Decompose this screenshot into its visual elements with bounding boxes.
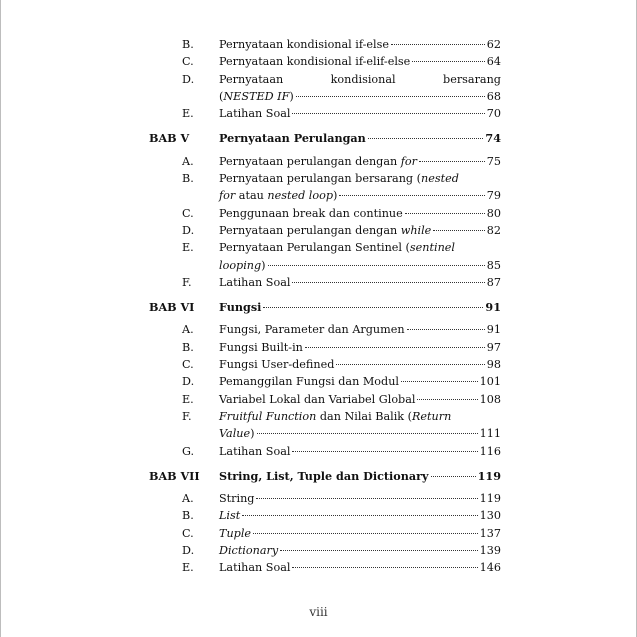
entry-letter: C. bbox=[182, 206, 194, 220]
entry-body bbox=[219, 542, 501, 559]
entry-text: for bbox=[400, 154, 417, 168]
entry-page-number: 91 bbox=[486, 323, 501, 337]
entry-letter: A. bbox=[182, 323, 194, 337]
entry-letter: D. bbox=[182, 544, 195, 558]
entry-title bbox=[219, 71, 501, 88]
entry-text: Fungsi Built-in bbox=[219, 340, 303, 354]
entry-body bbox=[219, 36, 501, 53]
entry-letter: E. bbox=[182, 392, 194, 406]
entry-body bbox=[219, 443, 501, 460]
entry-letter: A. bbox=[182, 492, 194, 506]
toc-entry-row[interactable] bbox=[149, 153, 501, 170]
entry-page-number: 64 bbox=[486, 55, 501, 69]
dot-leader bbox=[431, 476, 476, 477]
entry-text: ) bbox=[289, 89, 294, 103]
toc-entry-row[interactable] bbox=[149, 53, 501, 70]
toc-entry-row[interactable] bbox=[149, 71, 501, 88]
entry-body bbox=[219, 170, 501, 187]
entry-page-number: 98 bbox=[486, 358, 501, 372]
entry-text: Pemanggilan Fungsi dan Modul bbox=[219, 375, 399, 389]
entry-page-number: 146 bbox=[479, 561, 501, 575]
entry-title bbox=[219, 339, 303, 356]
entry-letter: E. bbox=[182, 241, 194, 255]
entry-text: for bbox=[219, 189, 236, 203]
entry-title bbox=[219, 222, 431, 239]
dot-leader bbox=[336, 364, 484, 365]
entry-body bbox=[219, 391, 501, 408]
entry-letter: C. bbox=[182, 526, 194, 540]
entry-body bbox=[219, 239, 501, 256]
toc-entry-row[interactable] bbox=[149, 88, 501, 105]
entry-text: List bbox=[219, 509, 241, 523]
entry-title bbox=[219, 88, 294, 105]
entry-body bbox=[219, 490, 501, 507]
entry-letter: B. bbox=[182, 172, 194, 186]
entry-title bbox=[219, 356, 334, 373]
dot-leader bbox=[256, 498, 477, 499]
chapter-title: String, List, Tuple dan Dictionary bbox=[219, 468, 429, 483]
entry-page-number: 97 bbox=[486, 340, 501, 354]
entry-page-number: 87 bbox=[486, 275, 501, 289]
entry-body bbox=[219, 356, 501, 373]
section-gap bbox=[149, 291, 501, 299]
entry-page-number: 130 bbox=[479, 509, 501, 523]
entry-text: Latihan Soal bbox=[219, 275, 291, 289]
entry-body bbox=[219, 105, 501, 122]
entry-title bbox=[219, 425, 255, 442]
entry-text: Pernyataan Perulangan Sentinel ( bbox=[219, 241, 410, 255]
entry-body bbox=[219, 373, 501, 390]
toc-entry-row[interactable] bbox=[149, 408, 501, 425]
toc-entry-row[interactable] bbox=[149, 36, 501, 53]
dot-leader bbox=[292, 113, 484, 114]
section-gap bbox=[149, 122, 501, 130]
toc-entry-row[interactable] bbox=[149, 542, 501, 559]
entry-page-number: 80 bbox=[486, 206, 501, 220]
entry-title bbox=[219, 205, 403, 222]
entry-page-number: 70 bbox=[486, 107, 501, 121]
entry-letter: A. bbox=[182, 154, 194, 168]
entry-body bbox=[219, 408, 501, 425]
entry-text: String bbox=[219, 492, 255, 506]
entry-text: Tuple bbox=[219, 526, 252, 540]
entry-text: Variabel Lokal dan Variabel Global bbox=[219, 392, 416, 406]
entry-body bbox=[219, 187, 501, 204]
entry-title bbox=[219, 53, 410, 70]
entry-letter: C. bbox=[182, 358, 194, 372]
toc-entry-row[interactable] bbox=[149, 559, 501, 576]
entry-text: while bbox=[400, 223, 432, 237]
entry-page-number: 137 bbox=[479, 526, 501, 540]
chapter-label: BAB V bbox=[149, 131, 190, 146]
entry-title bbox=[219, 542, 278, 559]
entry-body bbox=[219, 205, 501, 222]
chapter-title: Fungsi bbox=[219, 300, 262, 315]
entry-text: Pernyataan kondisional if-else bbox=[219, 38, 389, 51]
entry-text: Pernyataan perulangan bersarang ( bbox=[219, 172, 422, 186]
entry-page-number: 108 bbox=[479, 392, 501, 406]
chapter-entry bbox=[219, 468, 501, 485]
entry-text: Pernyataan kondisional if-elif-else bbox=[219, 55, 411, 69]
entry-letter: G. bbox=[182, 444, 195, 458]
entry-letter: C. bbox=[182, 55, 194, 69]
entry-title bbox=[219, 507, 240, 524]
entry-letter: B. bbox=[182, 509, 194, 523]
entry-page-number: 75 bbox=[486, 154, 501, 168]
dot-leader bbox=[339, 195, 484, 196]
toc-chapter-row[interactable] bbox=[149, 468, 501, 485]
entry-title bbox=[219, 274, 290, 291]
dot-leader bbox=[253, 533, 478, 534]
entry-text: dan Nilai Balik ( bbox=[316, 409, 412, 423]
entry-body bbox=[219, 321, 501, 338]
entry-text: Pernyataan perulangan dengan bbox=[219, 154, 401, 168]
entry-letter: D. bbox=[182, 375, 195, 389]
toc-entry-row[interactable] bbox=[149, 443, 501, 460]
entry-body bbox=[219, 257, 501, 274]
entry-text: Fungsi, Parameter dan Argumen bbox=[219, 323, 405, 337]
entry-word: kondisional bbox=[330, 72, 396, 86]
toc-entry-row[interactable] bbox=[149, 239, 501, 256]
entry-letter: E. bbox=[182, 107, 194, 121]
entry-title bbox=[219, 170, 459, 187]
entry-text: Fungsi User-defined bbox=[219, 358, 335, 372]
toc-entry-row[interactable] bbox=[149, 356, 501, 373]
entry-text: nested bbox=[421, 172, 459, 186]
entry-title bbox=[219, 443, 290, 460]
entry-letter: B. bbox=[182, 340, 194, 354]
entry-body bbox=[219, 53, 501, 70]
toc-entry-row[interactable] bbox=[149, 170, 501, 187]
entry-text: ) bbox=[261, 258, 266, 272]
entry-text: Value bbox=[219, 427, 251, 441]
entry-page-number: 111 bbox=[479, 427, 501, 441]
entry-title bbox=[219, 321, 405, 338]
entry-body bbox=[219, 88, 501, 105]
entry-body bbox=[219, 222, 501, 239]
entry-page-number: 116 bbox=[479, 444, 501, 458]
entry-text: Pernyataan perulangan dengan bbox=[219, 223, 401, 237]
section-gap bbox=[149, 460, 501, 468]
entry-page-number: 62 bbox=[486, 38, 501, 51]
entry-title bbox=[219, 391, 415, 408]
toc-entry-row[interactable] bbox=[149, 187, 501, 204]
dot-leader bbox=[263, 307, 483, 308]
entry-text: Return bbox=[411, 409, 452, 423]
entry-text: NESTED IF bbox=[223, 89, 290, 103]
dot-leader bbox=[417, 399, 477, 400]
dot-leader bbox=[412, 61, 484, 62]
entry-letter: D. bbox=[182, 72, 195, 86]
dot-leader bbox=[280, 550, 477, 551]
toc-chapter-row[interactable] bbox=[149, 299, 501, 316]
toc-entry-row[interactable] bbox=[149, 425, 501, 442]
entry-title bbox=[219, 559, 290, 576]
chapter-entry bbox=[219, 130, 501, 147]
toc-entry-row[interactable] bbox=[149, 321, 501, 338]
table-of-contents bbox=[149, 36, 501, 577]
entry-body bbox=[219, 153, 501, 170]
dot-leader bbox=[405, 213, 485, 214]
dot-leader bbox=[391, 44, 485, 45]
toc-entry-row[interactable] bbox=[149, 507, 501, 524]
entry-text: Latihan Soal bbox=[219, 107, 291, 121]
entry-page-number: 101 bbox=[479, 375, 501, 389]
entry-text: ) bbox=[333, 189, 338, 203]
dot-leader bbox=[257, 433, 478, 434]
entry-title bbox=[219, 153, 417, 170]
entry-body bbox=[219, 525, 501, 542]
dot-leader bbox=[368, 138, 484, 139]
chapter-title: Pernyataan Perulangan bbox=[219, 131, 366, 146]
toc-entry-row[interactable] bbox=[149, 339, 501, 356]
dot-leader bbox=[407, 329, 485, 330]
entry-page-number: 119 bbox=[479, 492, 501, 506]
entry-text: Penggunaan break dan continue bbox=[219, 206, 403, 220]
dot-leader bbox=[433, 230, 484, 231]
entry-text: Latihan Soal bbox=[219, 561, 291, 575]
chapter-entry bbox=[219, 299, 501, 316]
entry-title bbox=[219, 373, 399, 390]
entry-text: sentinel bbox=[409, 241, 455, 255]
entry-title bbox=[219, 187, 337, 204]
entry-letter: D. bbox=[182, 223, 195, 237]
entry-word: Pernyataan bbox=[219, 72, 284, 86]
entry-text: looping bbox=[219, 258, 262, 272]
toc-entry-row[interactable] bbox=[149, 490, 501, 507]
entry-body bbox=[219, 274, 501, 291]
dot-leader bbox=[419, 161, 485, 162]
chapter-label: BAB VII bbox=[149, 468, 200, 483]
toc-entry-row[interactable] bbox=[149, 205, 501, 222]
entry-letter: B. bbox=[182, 38, 194, 51]
chapter-page-number: 74 bbox=[485, 131, 501, 146]
entry-page-number: 139 bbox=[479, 544, 501, 558]
entry-text: ( bbox=[219, 89, 224, 103]
entry-word: bersarang bbox=[443, 72, 501, 86]
entry-title bbox=[219, 257, 266, 274]
entry-body bbox=[219, 339, 501, 356]
toc-entry-row[interactable] bbox=[149, 373, 501, 390]
entry-body bbox=[219, 71, 501, 88]
toc-entry-row[interactable] bbox=[149, 257, 501, 274]
dot-leader bbox=[292, 451, 477, 452]
entry-title bbox=[219, 239, 455, 256]
entry-page-number: 82 bbox=[486, 223, 501, 237]
entry-letter: E. bbox=[182, 561, 194, 575]
chapter-label: BAB VI bbox=[149, 300, 195, 315]
toc-chapter-row[interactable] bbox=[149, 130, 501, 147]
entry-page-number: 85 bbox=[486, 258, 501, 272]
entry-text: nested loop bbox=[267, 189, 334, 203]
entry-text: Dictionary bbox=[219, 544, 279, 558]
toc-entry-row[interactable] bbox=[149, 222, 501, 239]
toc-entry-row[interactable] bbox=[149, 105, 501, 122]
entry-text: Latihan Soal bbox=[219, 444, 291, 458]
toc-entry-row[interactable] bbox=[149, 274, 501, 291]
entry-text: atau bbox=[235, 189, 268, 203]
dot-leader bbox=[292, 282, 484, 283]
entry-title bbox=[219, 408, 451, 425]
entry-text: ) bbox=[250, 427, 255, 441]
chapter-page-number: 119 bbox=[477, 468, 501, 483]
dot-leader bbox=[401, 381, 478, 382]
dot-leader bbox=[242, 515, 477, 516]
entry-page-number: 68 bbox=[486, 89, 501, 103]
entry-letter: F. bbox=[182, 409, 192, 423]
entry-text: Fruitful Function bbox=[219, 409, 317, 423]
entry-body bbox=[219, 507, 501, 524]
page-number: viii bbox=[309, 605, 328, 619]
toc-entry-row[interactable] bbox=[149, 525, 501, 542]
entry-body bbox=[219, 425, 501, 442]
dot-leader bbox=[292, 567, 477, 568]
toc-entry-row[interactable] bbox=[149, 391, 501, 408]
dot-leader bbox=[305, 347, 485, 348]
entry-title bbox=[219, 490, 254, 507]
entry-title bbox=[219, 36, 389, 53]
entry-page-number: 79 bbox=[486, 189, 501, 203]
entry-body bbox=[219, 559, 501, 576]
chapter-page-number: 91 bbox=[485, 300, 501, 315]
dot-leader bbox=[268, 265, 485, 266]
dot-leader bbox=[296, 96, 485, 97]
entry-title bbox=[219, 525, 251, 542]
entry-letter: F. bbox=[182, 275, 192, 289]
entry-title bbox=[219, 105, 290, 122]
